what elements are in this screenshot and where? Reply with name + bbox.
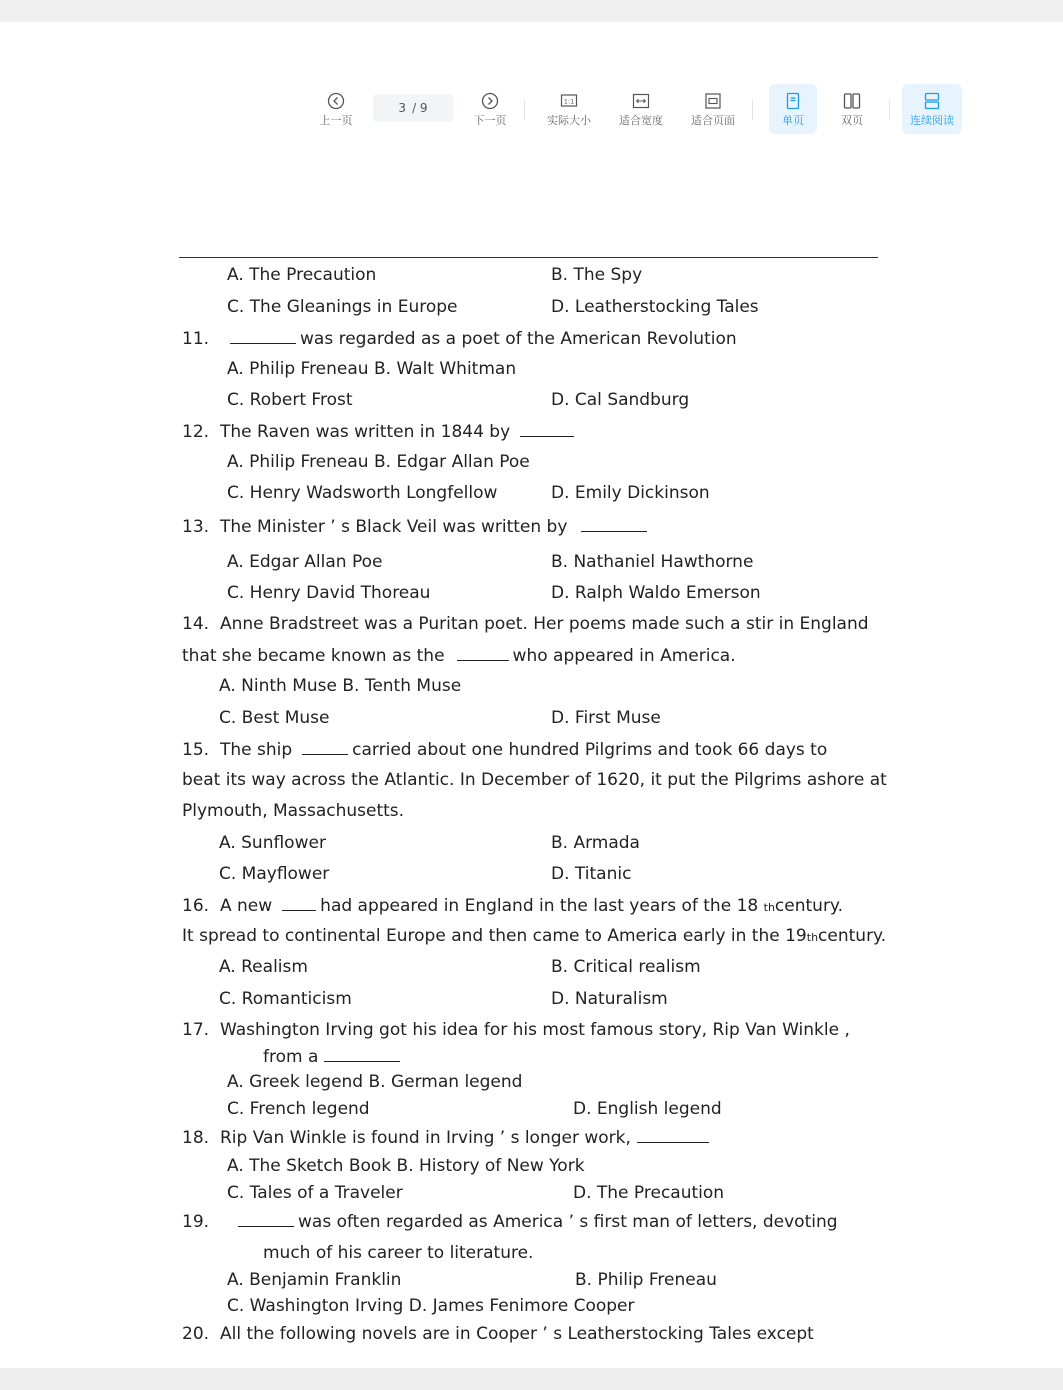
question-text: much of his career to literature. <box>263 1243 534 1263</box>
question-number: 20. <box>182 1324 210 1344</box>
answer-blank <box>637 1126 709 1143</box>
question-text: Plymouth, Massachusetts. <box>182 801 405 821</box>
answer-blank <box>230 327 296 344</box>
next-page-button[interactable] <box>468 84 512 134</box>
toolbar-divider <box>752 100 753 120</box>
question-13 <box>182 515 651 538</box>
toolbar-divider <box>889 100 890 120</box>
fit-page-label: 适合页面 <box>691 114 735 127</box>
option: A. Benjamin Franklin <box>227 1270 402 1290</box>
answer-blank <box>238 1210 294 1227</box>
question-text: who appeared in America. <box>512 646 736 666</box>
fit-width-label: 适合宽度 <box>619 114 663 127</box>
question-17 <box>182 1019 850 1041</box>
question-text: beat its way across the Atlantic. In December of 1620, it put the Pilgrims ashore at <box>182 770 887 790</box>
question-number: 13. <box>182 517 210 537</box>
option: D. Naturalism <box>551 989 668 1009</box>
option: A. Edgar Allan Poe <box>227 552 383 572</box>
option: D. Leatherstocking Tales <box>551 297 759 317</box>
question-number: 18. <box>182 1128 210 1148</box>
question-text: century. <box>774 896 843 916</box>
option: D. Ralph Waldo Emerson <box>551 583 761 603</box>
option: C. Henry David Thoreau <box>227 583 431 603</box>
option: D. Titanic <box>551 864 632 884</box>
ordinal-suffix: th <box>763 901 775 914</box>
option: C. French legend <box>227 1099 370 1119</box>
answer-blank <box>581 515 647 532</box>
question-11 <box>182 327 737 350</box>
question-14-line-2 <box>182 644 736 667</box>
question-text: The Minister ’ s Black Veil was written by <box>220 517 568 537</box>
option: C. Henry Wadsworth Longfellow <box>227 483 498 503</box>
svg-text:1:1: 1:1 <box>563 97 575 106</box>
option: A. The Precaution <box>227 265 377 285</box>
option: C. Washington Irving D. James Fenimore Cooper <box>227 1296 635 1316</box>
question-text: The Raven was written in 1844 by <box>220 422 511 442</box>
option: C. Romanticism <box>219 989 352 1009</box>
answer-blank <box>302 738 348 755</box>
question-number: 11. <box>182 329 210 349</box>
question-17-line-2 <box>263 1045 404 1068</box>
question-14 <box>182 613 869 635</box>
single-page-label: 单页 <box>782 114 804 127</box>
answer-blank <box>520 420 574 437</box>
question-text: was often regarded as America ’ s first man of letters, devoting <box>298 1212 838 1232</box>
continuous-read-icon <box>923 92 941 110</box>
double-page-icon <box>843 92 861 110</box>
question-text: from a <box>263 1047 319 1067</box>
chevron-left-circle-icon <box>327 92 345 110</box>
question-12 <box>182 420 578 443</box>
question-text: carried about one hundred Pilgrims and took 66 days to <box>352 740 828 760</box>
question-text: All the following novels are in Cooper ’ s Leatherstocking Tales except <box>220 1324 814 1344</box>
double-page-label: 双页 <box>841 114 863 127</box>
toolbar-divider <box>524 100 525 120</box>
option: C. Robert Frost <box>227 390 353 410</box>
option: A. The Sketch Book B. History of New York <box>227 1156 585 1176</box>
option: A. Philip Freneau B. Walt Whitman <box>227 359 517 379</box>
option: A. Sunflower <box>219 833 326 853</box>
question-text: that she became known as the <box>182 646 445 666</box>
answer-blank <box>457 644 509 661</box>
fit-width-button[interactable] <box>614 84 668 134</box>
question-number: 14. <box>182 614 210 634</box>
total-pages: / 9 <box>412 101 428 115</box>
option: A. Philip Freneau B. Edgar Allan Poe <box>227 452 530 472</box>
question-text: A new <box>220 896 273 916</box>
question-16 <box>182 894 843 919</box>
question-text: century. <box>818 926 887 946</box>
double-page-button[interactable] <box>830 84 874 134</box>
question-number: 12. <box>182 422 210 442</box>
option: D. First Muse <box>551 708 661 728</box>
viewer-toolbar <box>0 60 1063 136</box>
question-18 <box>182 1126 713 1149</box>
question-15 <box>182 738 827 761</box>
option: C. The Gleanings in Europe <box>227 297 458 317</box>
ordinal-suffix: th <box>806 931 819 944</box>
page-header-rule <box>179 257 878 258</box>
question-text: Anne Bradstreet was a Puritan poet. Her poems made such a stir in England <box>220 614 869 634</box>
option: D. Cal Sandburg <box>551 390 690 410</box>
next-page-label: 下一页 <box>473 114 507 127</box>
question-text: It spread to continental Europe and then came to America early in the 19 <box>182 926 807 946</box>
option: C. Mayflower <box>219 864 330 884</box>
question-text: was regarded as a poet of the American Revolution <box>300 329 737 349</box>
fit-page-icon <box>704 92 722 110</box>
option: A. Realism <box>219 957 308 977</box>
viewer-bottom-strip <box>0 1368 1063 1390</box>
answer-blank <box>324 1045 400 1062</box>
question-16-line-2 <box>182 925 886 949</box>
question-number: 19. <box>182 1212 210 1232</box>
option: D. Emily Dickinson <box>551 483 710 503</box>
option: C. Best Muse <box>219 708 330 728</box>
continuous-read-label: 连续阅读 <box>910 114 954 127</box>
actual-size-label: 实际大小 <box>547 114 591 127</box>
chevron-right-circle-icon <box>481 92 499 110</box>
viewer-top-strip <box>0 0 1063 22</box>
actual-size-icon <box>560 92 578 110</box>
question-text: Rip Van Winkle is found in Irving ’ s longer work, <box>220 1128 631 1148</box>
answer-blank <box>282 894 316 911</box>
question-text: Washington Irving got his idea for his most famous story, Rip Van Winkle , <box>220 1020 850 1040</box>
fit-width-icon <box>632 92 650 110</box>
prev-page-button[interactable] <box>314 84 358 134</box>
single-page-icon <box>784 92 802 110</box>
option: D. English legend <box>573 1099 722 1119</box>
option: D. The Precaution <box>573 1183 725 1203</box>
continuous-read-button[interactable] <box>902 84 962 134</box>
fit-page-button[interactable] <box>686 84 740 134</box>
option: B. Philip Freneau <box>575 1270 717 1290</box>
option: B. Armada <box>551 833 640 853</box>
actual-size-button[interactable] <box>542 84 596 134</box>
question-number: 15. <box>182 740 210 760</box>
question-text: The ship <box>220 740 293 760</box>
prev-page-label: 上一页 <box>319 114 353 127</box>
question-19 <box>182 1210 838 1233</box>
option: B. Critical realism <box>551 957 701 977</box>
current-page-number[interactable]: 3 <box>398 101 407 115</box>
option: A. Ninth Muse B. Tenth Muse <box>219 676 462 696</box>
option: A. Greek legend B. German legend <box>227 1072 523 1092</box>
page-indicator[interactable] <box>373 94 453 122</box>
question-number: 17. <box>182 1020 210 1040</box>
question-number: 16. <box>182 896 210 916</box>
option: B. Nathaniel Hawthorne <box>551 552 754 572</box>
option: C. Tales of a Traveler <box>227 1183 403 1203</box>
option: B. The Spy <box>551 265 643 285</box>
question-text: had appeared in England in the last years of the 18 <box>320 896 759 916</box>
question-20 <box>182 1323 814 1345</box>
single-page-button[interactable] <box>769 84 817 134</box>
